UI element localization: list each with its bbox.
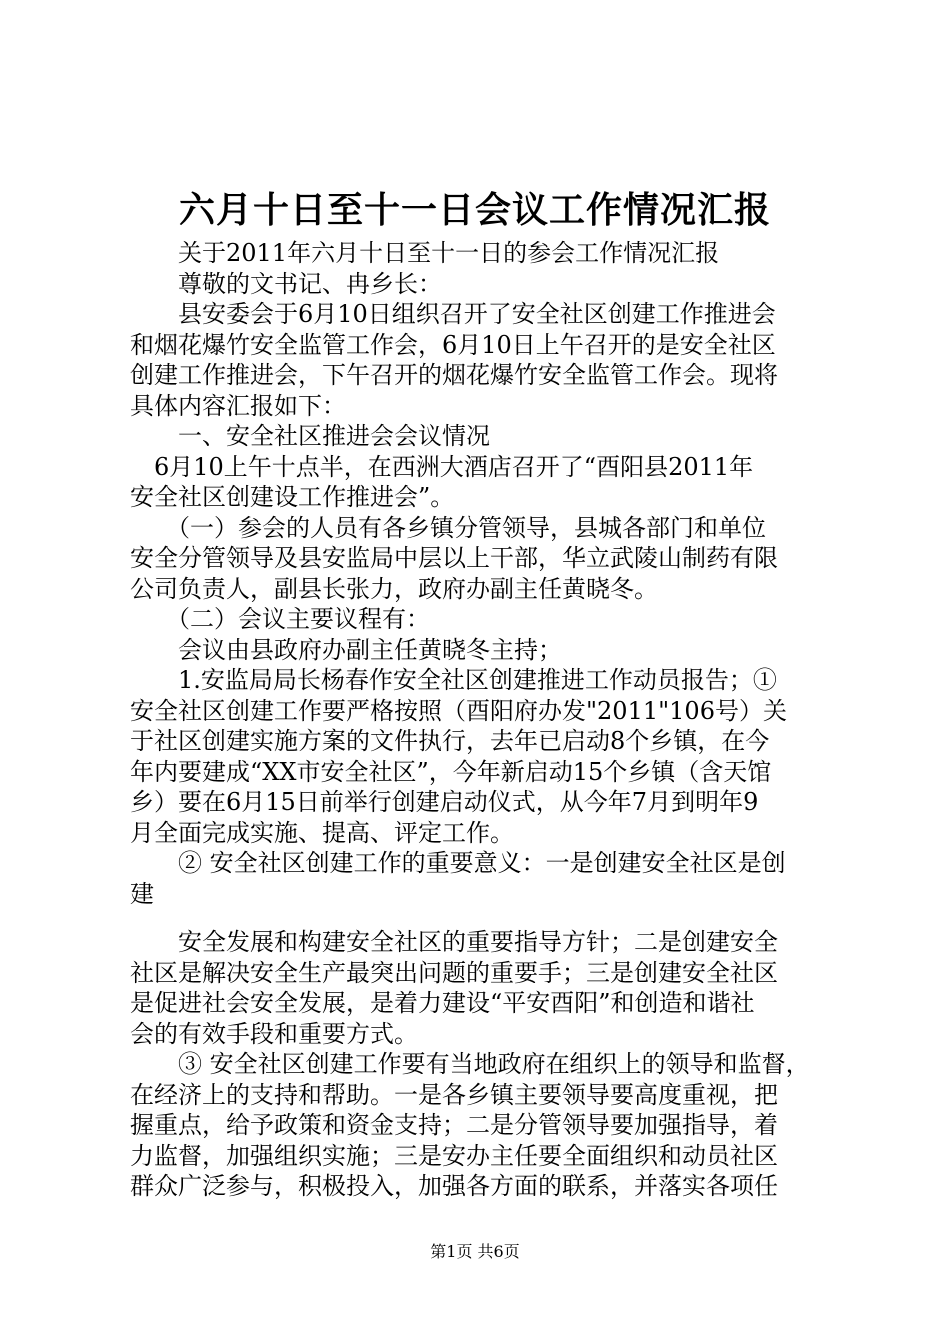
body-line: 乡）要在6月15日前举行创建启动仪式，从今年7月到明年9	[130, 788, 759, 816]
body-line: 创建工作推进会，下午召开的烟花爆竹安全监管工作会。现将	[130, 361, 778, 389]
body-line: 年内要建成“XX市安全社区”，今年新启动15个乡镇（含天馆	[130, 757, 772, 786]
body-line: 安全发展和构建安全社区的重要指导方针；二是创建安全	[130, 928, 778, 956]
body-line: 是促进社会安全发展，是着力建设“平安酉阳”和创造和谐社	[130, 989, 755, 1017]
document-title: 六月十日至十一日会议工作情况汇报	[178, 189, 771, 231]
page-footer: 第1页 共6页	[430, 1242, 520, 1261]
body-line: 安全社区创建设工作推进会”。	[130, 483, 455, 511]
body-line: 具体内容汇报如下：	[130, 391, 346, 420]
body-line: 安全社区创建工作要严格按照（酉阳府办发"2011"106号）关	[130, 696, 787, 725]
body-line: 社区是解决安全生产最突出问题的重要手；三是创建安全社区	[130, 958, 778, 987]
body-line: 6月10上午十点半，在西洲大酒店召开了“酉阳县2011年	[130, 452, 754, 481]
body-line: （二）会议主要议程有：	[130, 605, 430, 633]
body-line: 1.安监局局长杨春作安全社区创建推进工作动员报告；①	[130, 666, 777, 694]
body-line: 握重点，给予政策和资金支持；二是分管领导要加强指导，着	[130, 1111, 778, 1139]
body-line: 群众广泛参与，积极投入，加强各方面的联系，并落实各项任	[130, 1172, 778, 1200]
body-line: 力监督，加强组织实施；三是安办主任要全面组织和动员社区	[130, 1141, 778, 1170]
body-line: ③ 安全社区创建工作要有当地政府在组织上的领导和监督，	[130, 1050, 810, 1078]
body-line: 会的有效手段和重要方式。	[130, 1019, 418, 1048]
body-line: ② 安全社区创建工作的重要意义：一是创建安全社区是创	[130, 849, 786, 877]
body-line: 和烟花爆竹安全监管工作会，6月10日上午召开的是安全社区	[130, 330, 776, 359]
body-line: 公司负责人，副县长张力，政府办副主任黄晓冬。	[130, 574, 658, 603]
paragraph-gap	[130, 909, 830, 927]
body-line: 于社区创建实施方案的文件执行，去年已启动8个乡镇，在今	[130, 727, 770, 755]
body-line: 一、安全社区推进会会议情况	[130, 422, 490, 450]
body-line: 关于2011年六月十日至十一日的参会工作情况汇报	[130, 239, 720, 267]
body-line: 安全分管领导及县安监局中层以上干部，华立武陵山制药有限	[130, 544, 778, 572]
document-body	[130, 238, 830, 1202]
body-line: 在经济上的支持和帮助。一是各乡镇主要领导要高度重视，把	[130, 1080, 778, 1109]
body-line: 会议由县政府办副主任黄晓冬主持；	[130, 635, 562, 664]
body-line: 建	[130, 879, 154, 908]
body-line: （一）参会的人员有各乡镇分管领导，县城各部门和单位	[130, 513, 766, 542]
body-line: 尊敬的文书记、冉乡长：	[130, 269, 442, 298]
body-line: 月全面完成实施、提高、评定工作。	[130, 818, 514, 847]
body-line: 县安委会于6月10日组织召开了安全社区创建工作推进会	[130, 300, 776, 328]
